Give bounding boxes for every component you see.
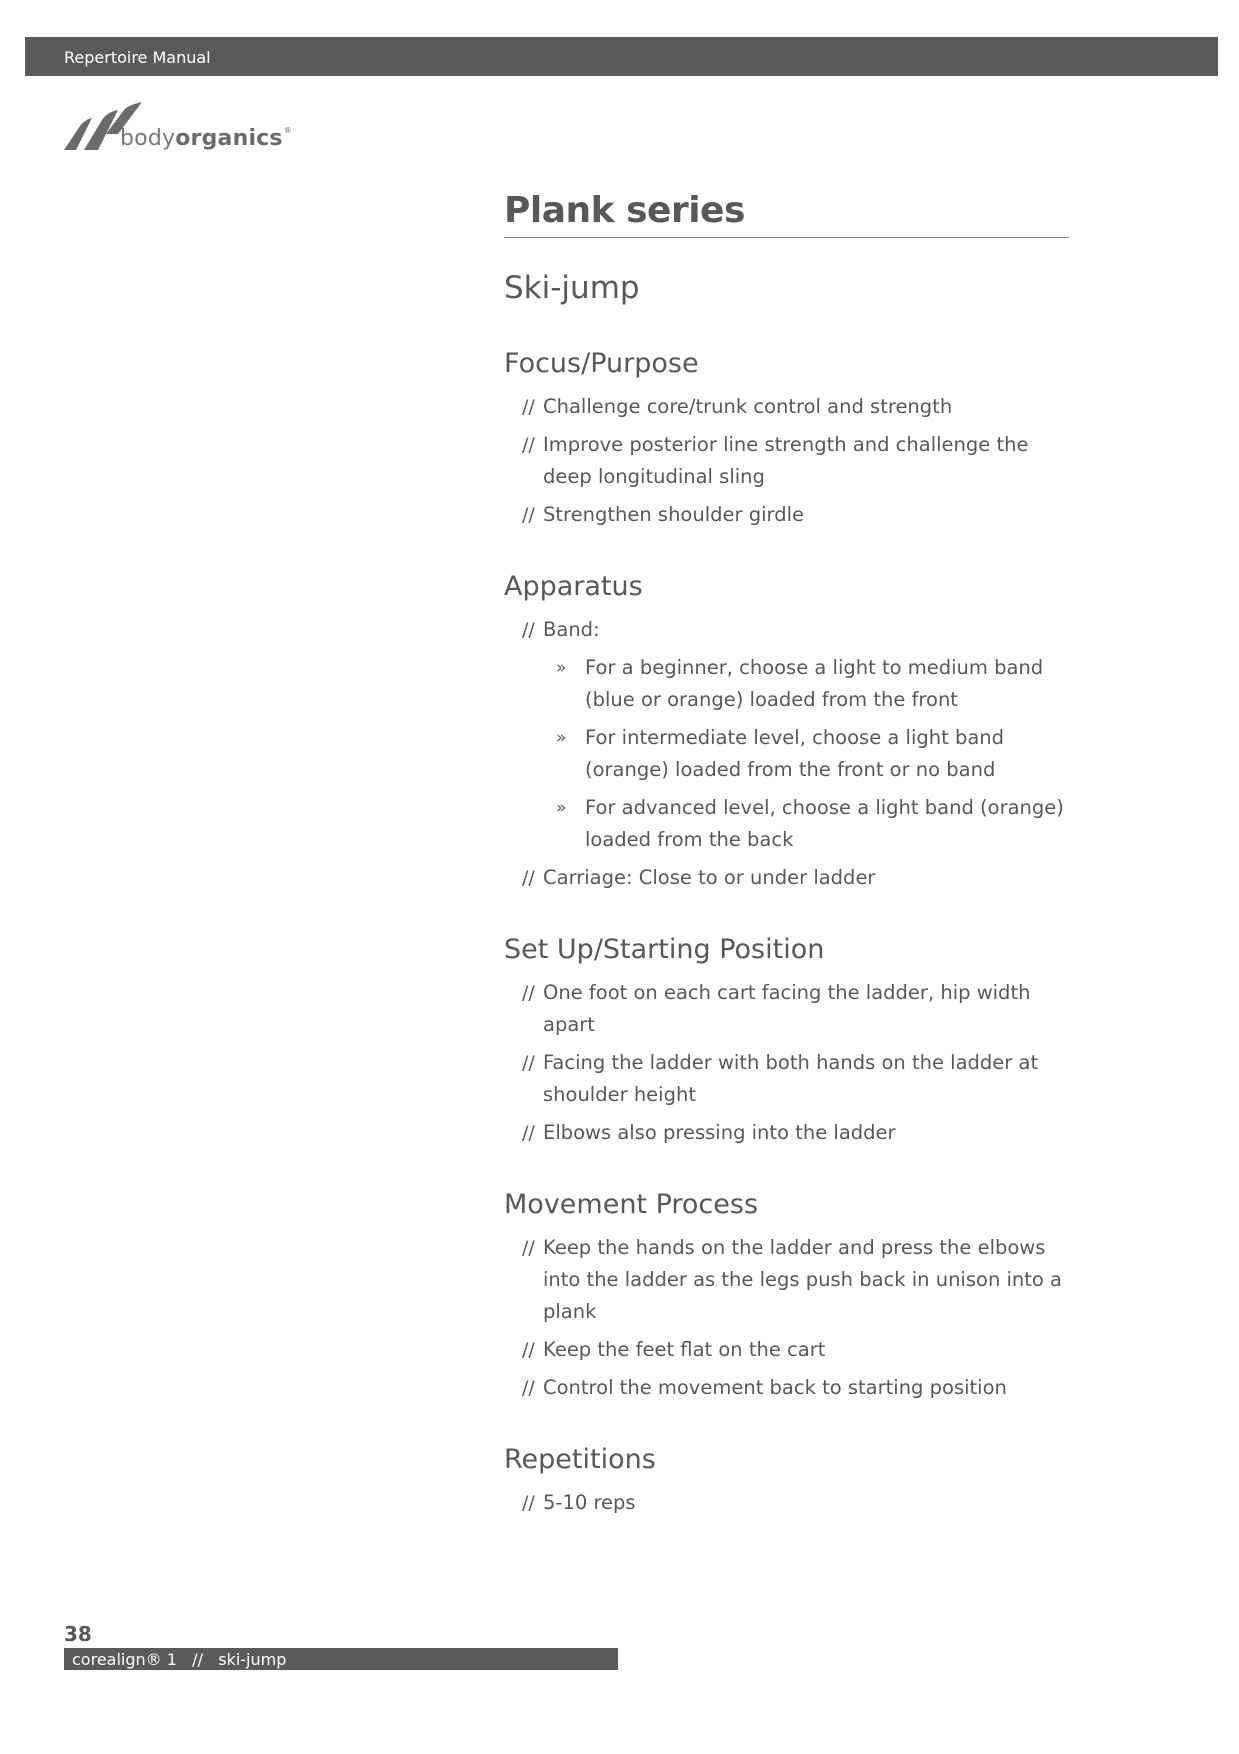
list-item — [504, 1047, 1069, 1111]
list-item-text: One foot on each cart facing the ladder, hip width apart — [543, 981, 1031, 1036]
list-item — [504, 391, 1069, 423]
list-item — [504, 1232, 1069, 1328]
list-item — [504, 614, 1069, 856]
sub-list-item — [543, 652, 1069, 716]
bullet-mark: // — [522, 1052, 535, 1074]
list-item — [504, 429, 1069, 493]
list-item-text: Strengthen shoulder girdle — [543, 503, 804, 526]
main-content — [504, 190, 1069, 1525]
list-item-text: Keep the feet flat on the cart — [543, 1338, 826, 1361]
list-item-text: Band: — [543, 618, 600, 641]
list-item — [504, 977, 1069, 1041]
exercise-title: Ski-jump — [504, 270, 640, 306]
bullet-mark: // — [522, 396, 535, 418]
list-item-text: 5-10 reps — [543, 1491, 636, 1514]
sub-list-item-text: For advanced level, choose a light band (orange) loaded from the back — [585, 796, 1064, 851]
bullet-list — [504, 977, 1069, 1149]
section — [504, 1444, 1069, 1519]
section-heading: Set Up/Starting Position — [504, 934, 825, 965]
sub-bullet-list — [543, 652, 1069, 856]
sub-list-item-text: For a beginner, choose a light to medium band (blue or orange) loaded from the front — [585, 656, 1044, 711]
bullet-mark: // — [522, 867, 535, 889]
sections-container — [504, 348, 1069, 1519]
sub-list-item — [543, 792, 1069, 856]
bullet-mark: // — [522, 1122, 535, 1144]
bullet-list — [504, 1232, 1069, 1404]
bullet-mark: // — [522, 1377, 535, 1399]
page-title: Plank series — [504, 190, 1069, 238]
bullet-mark: // — [522, 1339, 535, 1361]
bullet-mark: // — [522, 982, 535, 1004]
list-item — [504, 1372, 1069, 1404]
list-item-text: Carriage: Close to or under ladder — [543, 866, 876, 889]
footer-label: corealign® 1 // ski-jump — [72, 1650, 287, 1669]
list-item-text: Challenge core/trunk control and strength — [543, 395, 953, 418]
list-item-text: Elbows also pressing into the ladder — [543, 1121, 896, 1144]
header-bar — [25, 37, 1218, 76]
section-heading: Focus/Purpose — [504, 348, 699, 379]
sub-list-item-text: For intermediate level, choose a light band (orange) loaded from the front or no band — [585, 726, 1005, 781]
sub-bullet-mark: » — [556, 658, 567, 678]
list-item — [504, 499, 1069, 531]
sub-bullet-mark: » — [556, 728, 567, 748]
section-heading: Movement Process — [504, 1189, 759, 1220]
list-item — [504, 1117, 1069, 1149]
section — [504, 348, 1069, 531]
bullet-mark: // — [522, 504, 535, 526]
logo-wordmark — [120, 126, 292, 151]
logo-text-light: body — [120, 126, 176, 151]
list-item — [504, 862, 1069, 894]
list-item-text: Facing the ladder with both hands on the ladder at shoulder height — [543, 1051, 1039, 1106]
section — [504, 571, 1069, 894]
sub-bullet-mark: » — [556, 798, 567, 818]
brand-logo — [62, 100, 292, 156]
section-heading: Apparatus — [504, 571, 643, 602]
bullet-mark: // — [522, 1492, 535, 1514]
bullet-mark: // — [522, 1237, 535, 1259]
list-item-text: Keep the hands on the ladder and press the elbows into the ladder as the legs push back in unison into a plank — [543, 1236, 1062, 1323]
bullet-list — [504, 1487, 1069, 1519]
bullet-mark: // — [522, 434, 535, 456]
logo-text-bold: organics — [175, 126, 283, 151]
bullet-mark: // — [522, 619, 535, 641]
bullet-list — [504, 391, 1069, 531]
bullet-list — [504, 614, 1069, 894]
footer-bar — [64, 1648, 618, 1670]
list-item — [504, 1487, 1069, 1519]
section-heading: Repetitions — [504, 1444, 656, 1475]
section — [504, 934, 1069, 1149]
sub-list-item — [543, 722, 1069, 786]
list-item — [504, 1334, 1069, 1366]
header-label: Repertoire Manual — [64, 48, 211, 67]
logo-registered-mark: ® — [283, 126, 292, 135]
list-item-text: Control the movement back to starting position — [543, 1376, 1007, 1399]
page-number: 38 — [64, 1622, 92, 1646]
list-item-text: Improve posterior line strength and challenge the deep longitudinal sling — [543, 433, 1029, 488]
section — [504, 1189, 1069, 1404]
